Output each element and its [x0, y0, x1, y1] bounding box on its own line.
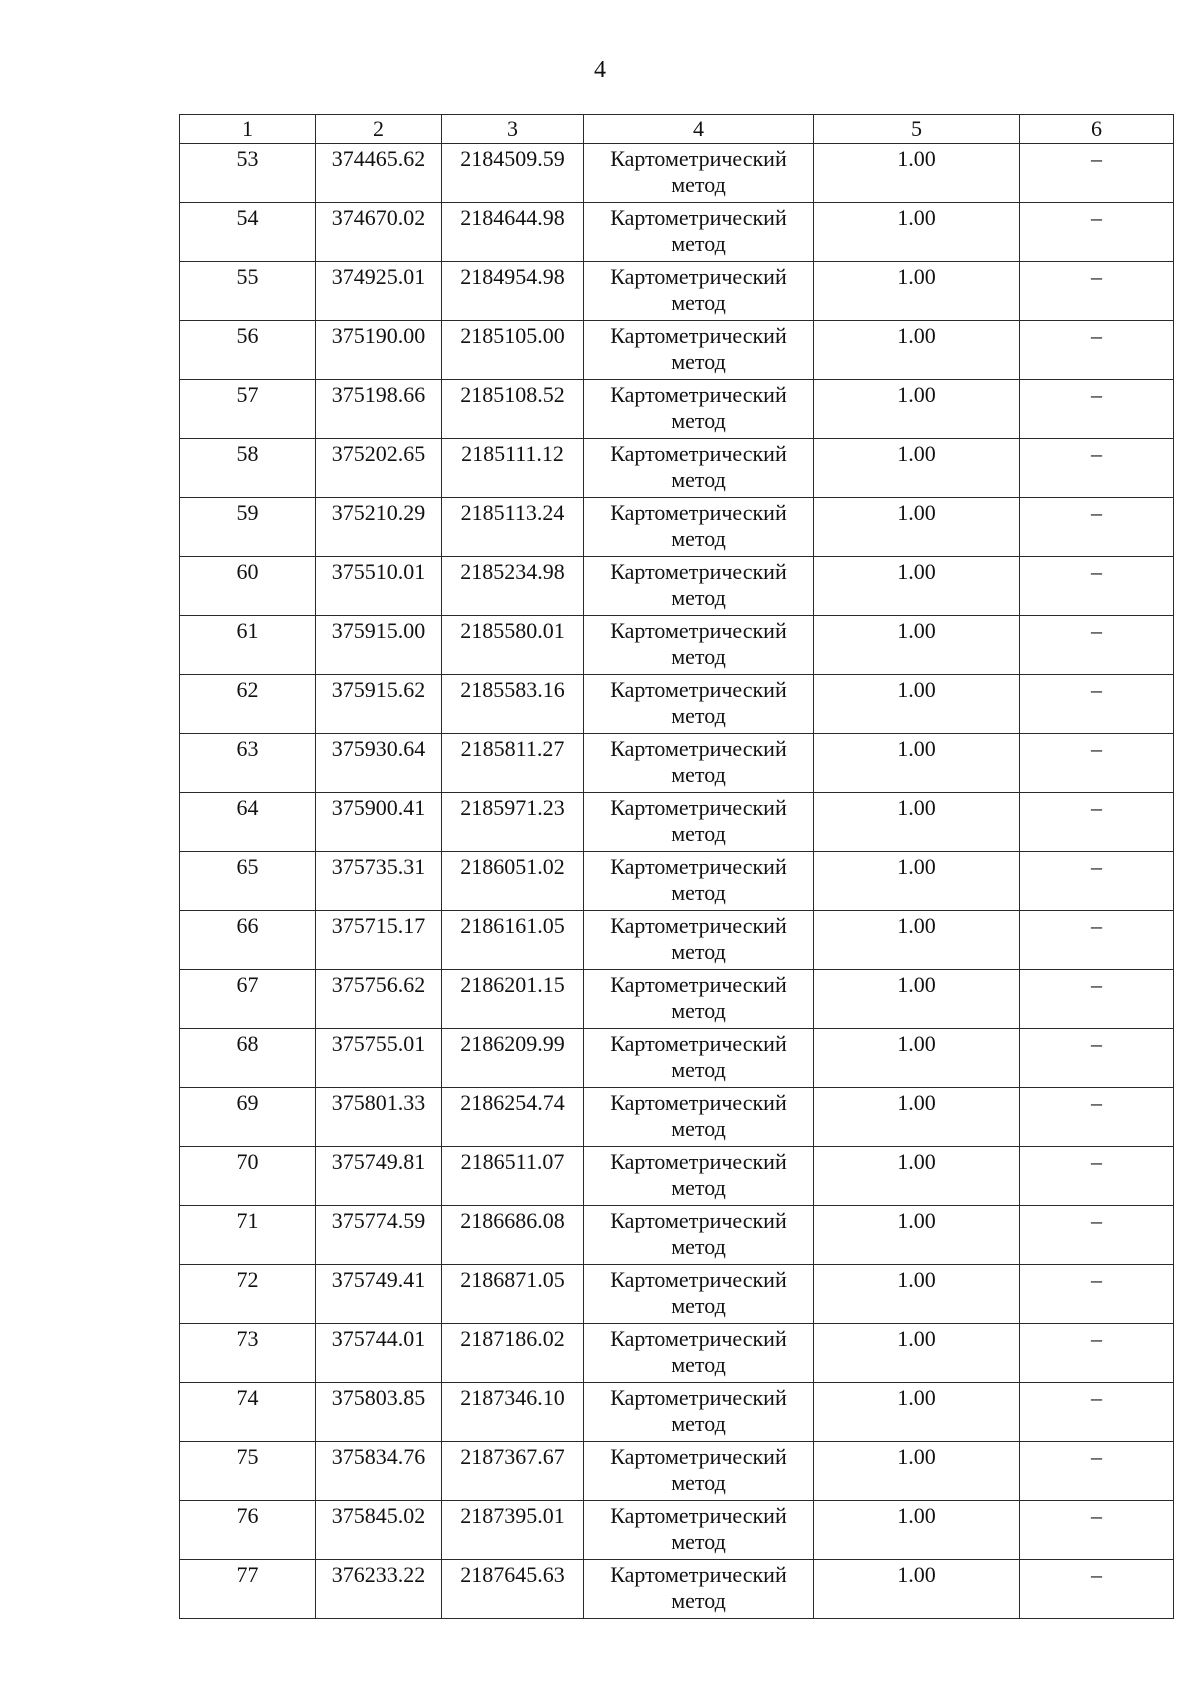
method-cell: [584, 439, 814, 498]
note-dash: –: [1091, 1090, 1102, 1115]
y-coordinate-cell: 2187395.01: [442, 1501, 584, 1560]
header-cell: 6: [1020, 115, 1174, 144]
method-text-line1: Картометрический: [610, 618, 787, 643]
y-coordinate-cell: 2187346.10: [442, 1383, 584, 1442]
y-coordinate-cell: 2185105.00: [442, 321, 584, 380]
x-coordinate-cell: 375198.66: [316, 380, 442, 439]
point-number-cell: 67: [180, 970, 316, 1029]
method-cell: [584, 1383, 814, 1442]
header-cell: 1: [180, 115, 316, 144]
y-coordinate-cell: 2186209.99: [442, 1029, 584, 1088]
method-text-line2: метод: [671, 1175, 726, 1200]
accuracy-cell: 1.00: [814, 616, 1020, 675]
note-cell: [1020, 970, 1174, 1029]
method-text-line2: метод: [671, 644, 726, 669]
note-cell: [1020, 793, 1174, 852]
method-text-line1: Картометрический: [610, 1444, 787, 1469]
note-cell: [1020, 1560, 1174, 1619]
point-number-cell: 63: [180, 734, 316, 793]
method-text-line1: Картометрический: [610, 854, 787, 879]
method-text-line1: Картометрический: [610, 1090, 787, 1115]
note-dash: –: [1091, 972, 1102, 997]
method-text-line2: метод: [671, 703, 726, 728]
y-coordinate-cell: 2185113.24: [442, 498, 584, 557]
point-number-cell: 77: [180, 1560, 316, 1619]
method-cell: [584, 793, 814, 852]
note-cell: [1020, 557, 1174, 616]
note-dash: –: [1091, 1503, 1102, 1528]
note-cell: [1020, 616, 1174, 675]
method-text-line2: метод: [671, 349, 726, 374]
note-cell: [1020, 498, 1174, 557]
method-text-line1: Картометрический: [610, 913, 787, 938]
accuracy-cell: 1.00: [814, 1324, 1020, 1383]
accuracy-cell: 1.00: [814, 1501, 1020, 1560]
method-cell: [584, 911, 814, 970]
method-text-line1: Картометрический: [610, 1503, 787, 1528]
method-cell: [584, 498, 814, 557]
method-text-line1: Картометрический: [610, 736, 787, 761]
note-dash: –: [1091, 1149, 1102, 1174]
note-cell: [1020, 1029, 1174, 1088]
accuracy-cell: 1.00: [814, 144, 1020, 203]
method-text-line2: метод: [671, 1470, 726, 1495]
note-dash: –: [1091, 1267, 1102, 1292]
point-number-cell: 70: [180, 1147, 316, 1206]
accuracy-cell: 1.00: [814, 1560, 1020, 1619]
note-cell: [1020, 1324, 1174, 1383]
method-text-line1: Картометрический: [610, 795, 787, 820]
accuracy-cell: 1.00: [814, 1147, 1020, 1206]
table-row: [180, 970, 1174, 1029]
y-coordinate-cell: 2185111.12: [442, 439, 584, 498]
method-text-line1: Картометрический: [610, 382, 787, 407]
note-cell: [1020, 734, 1174, 793]
method-text-line2: метод: [671, 880, 726, 905]
table-row: [180, 1560, 1174, 1619]
table-row: [180, 1383, 1174, 1442]
method-cell: [584, 1560, 814, 1619]
method-cell: [584, 1324, 814, 1383]
accuracy-cell: 1.00: [814, 852, 1020, 911]
method-cell: [584, 1088, 814, 1147]
method-text-line1: Картометрический: [610, 677, 787, 702]
method-text-line1: Картометрический: [610, 441, 787, 466]
y-coordinate-cell: 2186511.07: [442, 1147, 584, 1206]
table-row: [180, 1147, 1174, 1206]
x-coordinate-cell: 375744.01: [316, 1324, 442, 1383]
point-number-cell: 55: [180, 262, 316, 321]
y-coordinate-cell: 2185580.01: [442, 616, 584, 675]
method-text-line1: Картометрический: [610, 323, 787, 348]
note-cell: [1020, 144, 1174, 203]
y-coordinate-cell: 2187367.67: [442, 1442, 584, 1501]
table-row: [180, 852, 1174, 911]
note-cell: [1020, 262, 1174, 321]
x-coordinate-cell: 375756.62: [316, 970, 442, 1029]
method-text-line2: метод: [671, 762, 726, 787]
method-cell: [584, 734, 814, 793]
note-dash: –: [1091, 382, 1102, 407]
method-text-line1: Картометрический: [610, 264, 787, 289]
y-coordinate-cell: 2185583.16: [442, 675, 584, 734]
point-number-cell: 57: [180, 380, 316, 439]
x-coordinate-cell: 375834.76: [316, 1442, 442, 1501]
accuracy-cell: 1.00: [814, 1383, 1020, 1442]
method-text-line2: метод: [671, 1293, 726, 1318]
method-text-line2: метод: [671, 1411, 726, 1436]
method-text-line1: Картометрический: [610, 972, 787, 997]
table-row: [180, 380, 1174, 439]
x-coordinate-cell: 375803.85: [316, 1383, 442, 1442]
method-cell: [584, 852, 814, 911]
x-coordinate-cell: 375845.02: [316, 1501, 442, 1560]
table-row: [180, 1088, 1174, 1147]
method-text-line2: метод: [671, 408, 726, 433]
y-coordinate-cell: 2185108.52: [442, 380, 584, 439]
x-coordinate-cell: 375755.01: [316, 1029, 442, 1088]
method-text-line1: Картометрический: [610, 146, 787, 171]
method-cell: [584, 1206, 814, 1265]
method-text-line1: Картометрический: [610, 205, 787, 230]
header-cell: 3: [442, 115, 584, 144]
method-text-line1: Картометрический: [610, 1562, 787, 1587]
method-cell: [584, 1265, 814, 1324]
table-row: [180, 439, 1174, 498]
table-row: [180, 675, 1174, 734]
note-dash: –: [1091, 1385, 1102, 1410]
method-cell: [584, 1501, 814, 1560]
table-row: [180, 498, 1174, 557]
method-text-line1: Картометрический: [610, 1149, 787, 1174]
method-text-line2: метод: [671, 939, 726, 964]
note-dash: –: [1091, 1031, 1102, 1056]
point-number-cell: 76: [180, 1501, 316, 1560]
x-coordinate-cell: 376233.22: [316, 1560, 442, 1619]
method-text-line2: метод: [671, 1234, 726, 1259]
point-number-cell: 74: [180, 1383, 316, 1442]
note-dash: –: [1091, 205, 1102, 230]
point-number-cell: 69: [180, 1088, 316, 1147]
x-coordinate-cell: 374925.01: [316, 262, 442, 321]
method-cell: [584, 262, 814, 321]
method-text-line1: Картометрический: [610, 1385, 787, 1410]
method-cell: [584, 321, 814, 380]
accuracy-cell: 1.00: [814, 675, 1020, 734]
x-coordinate-cell: 375915.62: [316, 675, 442, 734]
point-number-cell: 65: [180, 852, 316, 911]
table-header-row: [180, 115, 1174, 144]
table-row: [180, 262, 1174, 321]
x-coordinate-cell: 375715.17: [316, 911, 442, 970]
point-number-cell: 58: [180, 439, 316, 498]
method-text-line2: метод: [671, 467, 726, 492]
y-coordinate-cell: 2185971.23: [442, 793, 584, 852]
note-cell: [1020, 439, 1174, 498]
y-coordinate-cell: 2186051.02: [442, 852, 584, 911]
point-number-cell: 56: [180, 321, 316, 380]
header-cell: 4: [584, 115, 814, 144]
note-cell: [1020, 1206, 1174, 1265]
table-row: [180, 793, 1174, 852]
accuracy-cell: 1.00: [814, 380, 1020, 439]
y-coordinate-cell: 2186686.08: [442, 1206, 584, 1265]
method-cell: [584, 203, 814, 262]
x-coordinate-cell: 375801.33: [316, 1088, 442, 1147]
note-cell: [1020, 380, 1174, 439]
method-cell: [584, 1147, 814, 1206]
method-text-line1: Картометрический: [610, 1031, 787, 1056]
y-coordinate-cell: 2184509.59: [442, 144, 584, 203]
accuracy-cell: 1.00: [814, 911, 1020, 970]
method-cell: [584, 1029, 814, 1088]
note-cell: [1020, 1265, 1174, 1324]
table-row: [180, 321, 1174, 380]
note-cell: [1020, 1501, 1174, 1560]
table-row: [180, 616, 1174, 675]
point-number-cell: 61: [180, 616, 316, 675]
method-text-line2: метод: [671, 231, 726, 256]
table-row: [180, 557, 1174, 616]
y-coordinate-cell: 2186161.05: [442, 911, 584, 970]
table-row: [180, 1265, 1174, 1324]
method-text-line2: метод: [671, 1352, 726, 1377]
point-number-cell: 68: [180, 1029, 316, 1088]
header-cell: 5: [814, 115, 1020, 144]
method-text-line2: метод: [671, 526, 726, 551]
point-number-cell: 71: [180, 1206, 316, 1265]
accuracy-cell: 1.00: [814, 203, 1020, 262]
note-cell: [1020, 1147, 1174, 1206]
note-cell: [1020, 1383, 1174, 1442]
y-coordinate-cell: 2184644.98: [442, 203, 584, 262]
x-coordinate-cell: 375749.81: [316, 1147, 442, 1206]
note-dash: –: [1091, 854, 1102, 879]
accuracy-cell: 1.00: [814, 1265, 1020, 1324]
x-coordinate-cell: 375930.64: [316, 734, 442, 793]
y-coordinate-cell: 2185234.98: [442, 557, 584, 616]
method-cell: [584, 616, 814, 675]
x-coordinate-cell: 375774.59: [316, 1206, 442, 1265]
note-dash: –: [1091, 500, 1102, 525]
note-dash: –: [1091, 323, 1102, 348]
y-coordinate-cell: 2187186.02: [442, 1324, 584, 1383]
method-text-line1: Картометрический: [610, 1208, 787, 1233]
header-cell: 2: [316, 115, 442, 144]
note-cell: [1020, 1088, 1174, 1147]
accuracy-cell: 1.00: [814, 793, 1020, 852]
note-dash: –: [1091, 795, 1102, 820]
x-coordinate-cell: 374465.62: [316, 144, 442, 203]
x-coordinate-cell: 375510.01: [316, 557, 442, 616]
note-dash: –: [1091, 146, 1102, 171]
method-text-line1: Картометрический: [610, 559, 787, 584]
x-coordinate-cell: 374670.02: [316, 203, 442, 262]
y-coordinate-cell: 2186254.74: [442, 1088, 584, 1147]
method-text-line2: метод: [671, 1057, 726, 1082]
note-cell: [1020, 911, 1174, 970]
method-text-line2: метод: [671, 821, 726, 846]
table-row: [180, 734, 1174, 793]
accuracy-cell: 1.00: [814, 970, 1020, 1029]
note-cell: [1020, 852, 1174, 911]
note-cell: [1020, 675, 1174, 734]
point-number-cell: 62: [180, 675, 316, 734]
method-text-line2: метод: [671, 1588, 726, 1613]
y-coordinate-cell: 2184954.98: [442, 262, 584, 321]
table-row: [180, 1029, 1174, 1088]
y-coordinate-cell: 2185811.27: [442, 734, 584, 793]
accuracy-cell: 1.00: [814, 1029, 1020, 1088]
note-dash: –: [1091, 618, 1102, 643]
method-cell: [584, 1442, 814, 1501]
accuracy-cell: 1.00: [814, 498, 1020, 557]
note-dash: –: [1091, 1208, 1102, 1233]
y-coordinate-cell: 2187645.63: [442, 1560, 584, 1619]
note-cell: [1020, 203, 1174, 262]
accuracy-cell: 1.00: [814, 262, 1020, 321]
point-number-cell: 60: [180, 557, 316, 616]
point-number-cell: 72: [180, 1265, 316, 1324]
table-row: [180, 203, 1174, 262]
method-text-line2: метод: [671, 998, 726, 1023]
accuracy-cell: 1.00: [814, 1442, 1020, 1501]
y-coordinate-cell: 2186871.05: [442, 1265, 584, 1324]
point-number-cell: 59: [180, 498, 316, 557]
note-dash: –: [1091, 1562, 1102, 1587]
coordinates-table: [179, 114, 1174, 1619]
note-cell: [1020, 1442, 1174, 1501]
accuracy-cell: 1.00: [814, 1206, 1020, 1265]
table-body: [180, 115, 1174, 1619]
point-number-cell: 75: [180, 1442, 316, 1501]
table-row: [180, 1442, 1174, 1501]
method-text-line1: Картометрический: [610, 500, 787, 525]
note-dash: –: [1091, 441, 1102, 466]
x-coordinate-cell: 375210.29: [316, 498, 442, 557]
x-coordinate-cell: 375749.41: [316, 1265, 442, 1324]
note-dash: –: [1091, 559, 1102, 584]
table-row: [180, 1324, 1174, 1383]
method-cell: [584, 970, 814, 1029]
method-text-line2: метод: [671, 290, 726, 315]
point-number-cell: 54: [180, 203, 316, 262]
table-row: [180, 144, 1174, 203]
x-coordinate-cell: 375900.41: [316, 793, 442, 852]
method-cell: [584, 557, 814, 616]
x-coordinate-cell: 375190.00: [316, 321, 442, 380]
accuracy-cell: 1.00: [814, 734, 1020, 793]
y-coordinate-cell: 2186201.15: [442, 970, 584, 1029]
x-coordinate-cell: 375915.00: [316, 616, 442, 675]
note-dash: –: [1091, 1444, 1102, 1469]
x-coordinate-cell: 375202.65: [316, 439, 442, 498]
note-dash: –: [1091, 264, 1102, 289]
method-text-line1: Картометрический: [610, 1267, 787, 1292]
note-dash: –: [1091, 1326, 1102, 1351]
method-text-line1: Картометрический: [610, 1326, 787, 1351]
table-row: [180, 911, 1174, 970]
method-text-line2: метод: [671, 585, 726, 610]
method-text-line2: метод: [671, 172, 726, 197]
method-text-line2: метод: [671, 1116, 726, 1141]
method-cell: [584, 380, 814, 439]
note-dash: –: [1091, 677, 1102, 702]
table-row: [180, 1501, 1174, 1560]
x-coordinate-cell: 375735.31: [316, 852, 442, 911]
accuracy-cell: 1.00: [814, 321, 1020, 380]
method-cell: [584, 144, 814, 203]
method-cell: [584, 675, 814, 734]
note-cell: [1020, 321, 1174, 380]
page-number: 4: [594, 57, 606, 83]
note-dash: –: [1091, 913, 1102, 938]
point-number-cell: 66: [180, 911, 316, 970]
accuracy-cell: 1.00: [814, 557, 1020, 616]
point-number-cell: 64: [180, 793, 316, 852]
point-number-cell: 73: [180, 1324, 316, 1383]
note-dash: –: [1091, 736, 1102, 761]
point-number-cell: 53: [180, 144, 316, 203]
accuracy-cell: 1.00: [814, 439, 1020, 498]
method-text-line2: метод: [671, 1529, 726, 1554]
table-row: [180, 1206, 1174, 1265]
accuracy-cell: 1.00: [814, 1088, 1020, 1147]
